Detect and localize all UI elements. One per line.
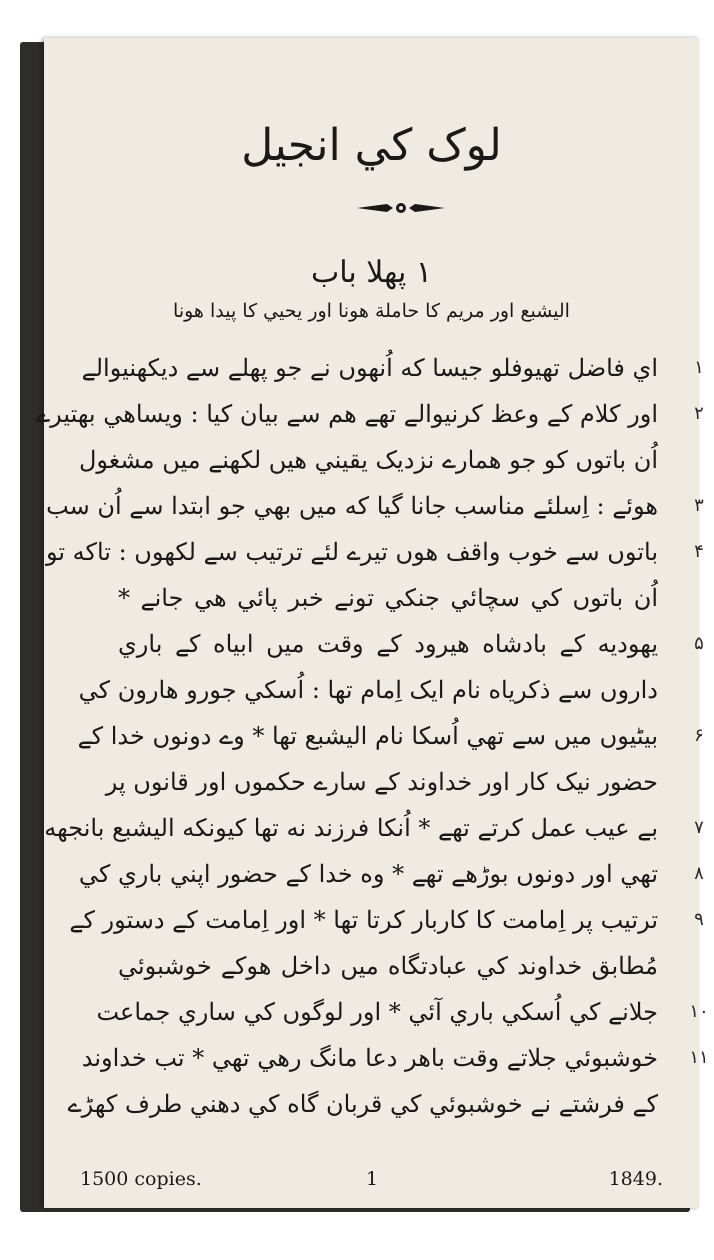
verse-number: ۱۰ xyxy=(689,1001,709,1022)
text-line: داروں سے ذکرياه نام ايک اِمام تها : اُسکي جورو هارون کي xyxy=(78,676,658,704)
text-line: اور کلام کے وعظ کرنيوالے تهے هم سے بيان کيا : ويساهي بهتيرے xyxy=(36,400,658,428)
verse-number: ۳ xyxy=(694,495,704,516)
verse-number: ۶ xyxy=(694,725,704,746)
text-line: خوشبوئي جلاتے وقت باهر دعا مانگ رهي تهي * تب خداوند xyxy=(81,1044,658,1072)
verse-number: ۹ xyxy=(694,909,704,930)
text-line: باتوں سے خوب واقف هوں تيرے لئے ترتيب سے لکهوں : تاکه تو xyxy=(45,538,658,566)
verse-number: ۱۱ xyxy=(689,1047,709,1068)
page-number: 1 xyxy=(365,1168,379,1190)
publication-year: 1849. xyxy=(608,1168,663,1190)
verse-number: ۷ xyxy=(694,817,704,838)
text-line: اُن باتوں کي سچائي جنکي تونے خبر پائي هي جانے * xyxy=(118,584,658,612)
verse-number: ۸ xyxy=(694,863,704,884)
page-title: لوک کي انجيل xyxy=(241,120,502,171)
book-page xyxy=(36,38,709,1208)
text-line: حضور نيک کار اور خداوند کے سارے حکموں اور قانوں پر xyxy=(105,768,658,796)
chapter-heading: ۱ پهلا باب xyxy=(310,255,432,290)
text-line: جلانے کي اُسکي باري آئي * اور لوگوں کي ساري جماعت xyxy=(96,998,658,1026)
text-line: يهوديه کے بادشاه هيرود کے وقت ميں ابياه کے باري xyxy=(118,630,658,658)
text-line: ترتيب پر اِمامت کا کاربار کرتا تها * اور اِمامت کے دستور کے xyxy=(69,906,658,934)
verse-number: ۲ xyxy=(694,403,704,424)
verse-number: ۵ xyxy=(694,633,704,654)
text-line: کے فرشتے نے خوشبوئي کي قربان گاه کي دهني طرف کهڑے xyxy=(67,1090,658,1118)
text-line: اُن باتوں کو جو همارے نزديک يقيني هيں لکهنے ميں مشغول xyxy=(78,446,658,474)
chapter-summary: اليشبع اور مريم کا حاملة هونا اور يحيي کا پيدا هونا xyxy=(173,300,570,322)
verse-number: ۱ xyxy=(694,357,704,378)
verse-number: ۴ xyxy=(694,541,704,562)
text-line: هوئے : اِسلئے مناسب جانا گيا که ميں بهي جو ابتدا سے اُن سب xyxy=(46,492,658,520)
text-line: اي فاضل تهيوفلو جيسا که اُنهوں نے جو پهلے سے ديکهنيوالے xyxy=(81,354,658,382)
text-line: بيٹيوں ميں سے تهي اُسکا نام اليشبع تها * وے دونوں خدا کے xyxy=(77,722,658,750)
text-line: تهي اور دونوں بوڑهے تهے * وه خدا کے حضور اپني باري کي xyxy=(78,860,658,888)
text-line: بے عيب عمل کرتے تهے * اُنکا فرزند نه تها کيونکه اليشبع بانجهه xyxy=(44,814,658,842)
ornament-divider xyxy=(357,198,445,218)
text-line: مُطابق خداوند کي عبادتگاه ميں داخل هوکے خوشبوئي xyxy=(118,952,658,980)
print-run: 1500 copies. xyxy=(80,1168,202,1190)
